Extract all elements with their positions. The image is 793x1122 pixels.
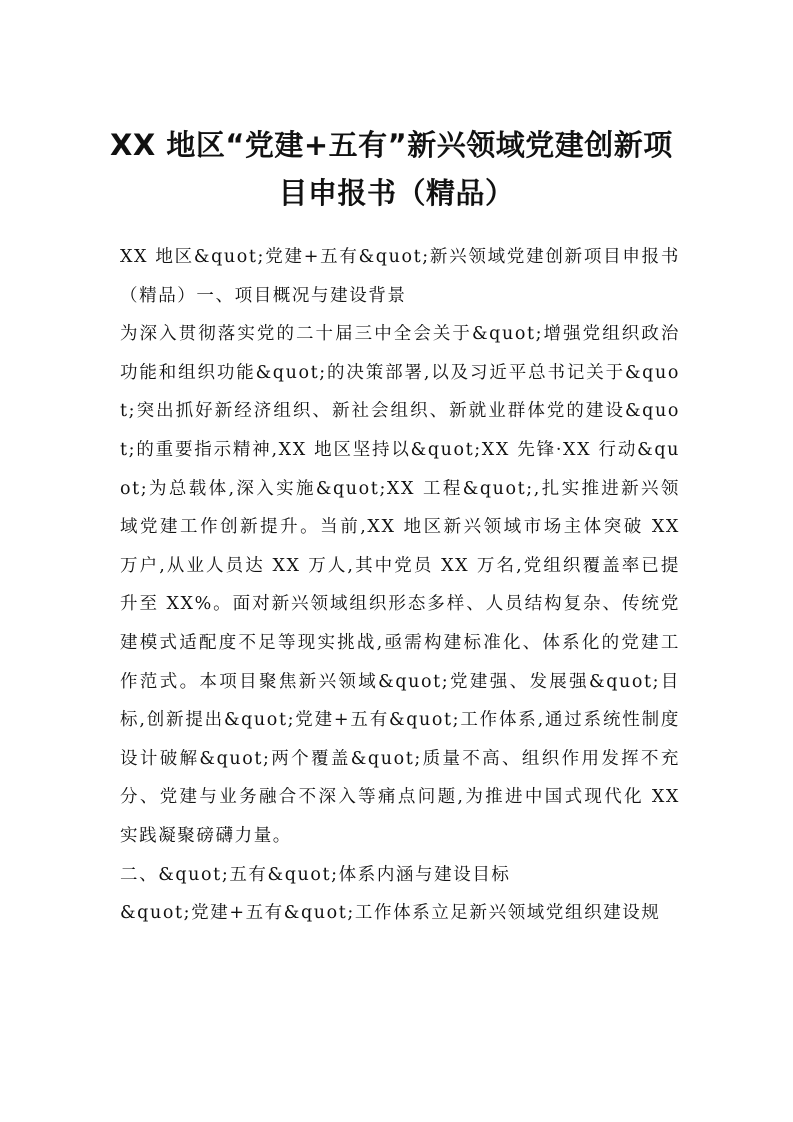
section-heading-two: 二、&quot;五有&quot;体系内涵与建设目标 bbox=[120, 864, 511, 885]
paragraph-background: 为深入贯彻落实党的二十届三中全会关于&quot;增强党组织政治功能和组织功能&quot;的决策部署,以及习近平总书记关于&quot;突出抓好新经济组织、新社会组织、新就业群体党的建设&quot;的重要指示精神,XX 地区坚持以&quot;XX 先锋·XX 行动&quot;为总载体,深入实施&quot;XX 工程&quot;,扎实推进新兴领域党建工作创新提升。当前,XX 地区新兴领域市场主体突破 XX 万户,从业人员达 XX 万人,其中党员 XX 万名,党组织覆盖率已提升至 XX%。面对新兴领域组织形态多样、人员结构复杂、传统党建模式适配度不足等现实挑战,亟需构建标准化、体系化的党建工作范式。本项目聚焦新兴领域&quot;党建强、发展强&quot;目标,创新提出&quot;党建+五有&quot;工作体系,通过系统性制度设计破解&quot;两个覆盖&quot;质量不高、组织作用发挥不充分、党建与业务融合不深入等痛点问题,为推进中国式现代化 XX 实践凝聚磅礴力量。 bbox=[120, 324, 680, 846]
document-body bbox=[120, 238, 680, 933]
paragraph-heading-intro: XX 地区&quot;党建+五有&quot;新兴领域党建创新项目申报书（精品）一、项目概况与建设背景 bbox=[120, 247, 680, 306]
document-title-line-2: 目申报书（精品） bbox=[278, 176, 515, 210]
document-title-line-1: XX 地区“党建+五有”新兴领域党建创新项 bbox=[110, 128, 673, 162]
paragraph-system-intro: &quot;党建+五有&quot;工作体系立足新兴领域党组织建设规 bbox=[120, 903, 661, 924]
